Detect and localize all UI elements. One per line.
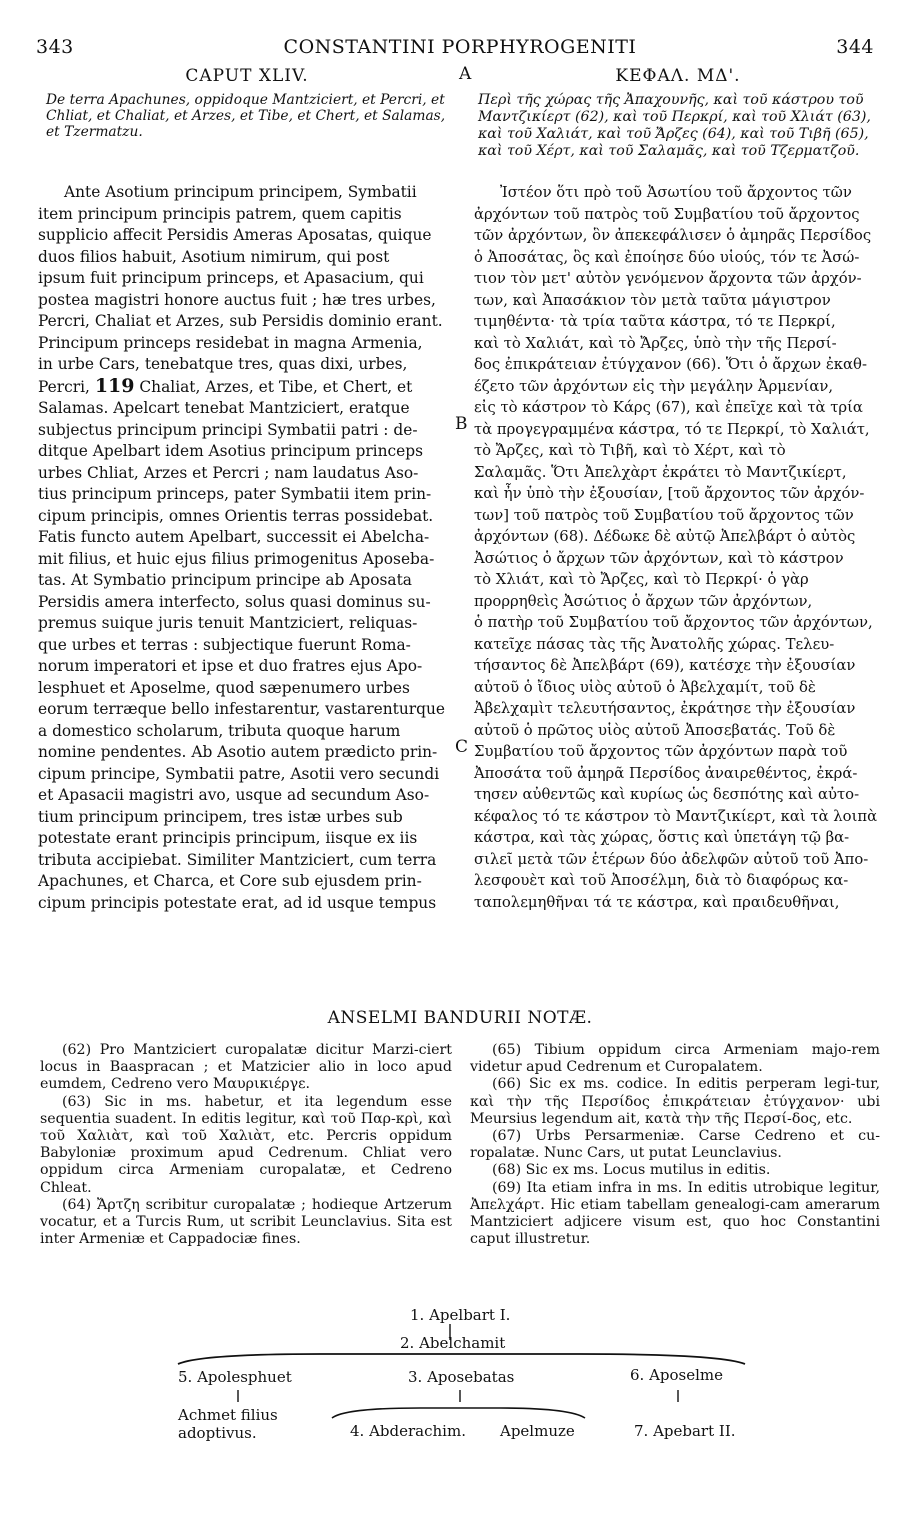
notes-left-column: [40, 1042, 452, 1248]
greek-line: Συμβατίου τοῦ ἄρχοντος τῶν ἀρχόντων παρὰ τοῦ: [474, 743, 848, 760]
latin-line: tributa accipiebat. Similiter Mantziciert, cum terra: [38, 850, 437, 869]
genealogy-achmet: Achmet filius: [178, 1406, 278, 1424]
latin-line: mit filius, et huic ejus filius primogenitus Aposeba-: [38, 549, 435, 568]
greek-line: Σαλαμᾶς. Ὅτι Ἀπελχὰρτ ἐκράτει τὸ Μαντζικίερτ,: [474, 463, 847, 481]
greek-line: τήσαντος δὲ Ἀπελβάρτ (69), κατέσχε τὴν ἐξουσίαν: [474, 657, 856, 674]
greek-line: τιμηθέντα· τὰ τρία ταῦτα κάστρα, τό τε Περκρί,: [474, 313, 836, 330]
greek-line: ἀρχόντων (68). Δέδωκε δὲ αὐτῷ Ἀπελβάρτ ὁ αὐτὸς: [474, 528, 856, 545]
note-69: (69) Ita etiam infra in ms. In editis utrobique legitur, Ἀπελχάρτ. Hic etiam tabellam genealogi-cam amerarum Mantziciert adjicere visum est, quo hoc Constantini caput illustretur.: [470, 1179, 880, 1248]
note-66: (66) Sic ex ms. codice. In editis perperam legi-tur, καὶ τὴν τῆς Περσίδος ἐπικράτειαν ἐτύγχανον· ubi Meursius legendum ait, κατὰ τὴν τῆς Περσί-δος, etc.: [470, 1076, 880, 1127]
latin-line: nomine pendentes. Ab Asotio autem prædicto prin-: [38, 743, 438, 761]
greek-line: τησεν αὐθεντῶς καὶ κυρίως ὡς δεσπότης καὶ αὐτο-: [474, 786, 860, 803]
genealogy-node-5: 5. Apolesphuet: [178, 1368, 292, 1386]
greek-line: ὁ πατὴρ τοῦ Συμβατίου τοῦ ἄρχοντος τῶν ἀρχόντων,: [474, 614, 873, 631]
notes-title: ANSELMI BANDURII NOTÆ.: [327, 1008, 593, 1028]
note-62: (62) Pro Mantziciert curopalatæ dicitur Marzi-ciert locus in Baaspracan ; et Matzicier alio in loco apud eumdem, Cedreno vero Μαυρικιέργε.: [40, 1042, 452, 1093]
latin-line: subjectus principum principi Symbatii patri : de-: [38, 420, 418, 439]
greek-line: ταπολεμηθῆναι τά τε κάστρα, καὶ πραιδευθῆναι,: [474, 893, 840, 911]
greek-line: λεσφουὲτ καὶ τοῦ Ἀποσέλμη, διὰ τὸ διαφόρως κα-: [474, 872, 849, 889]
margin-letter-c: C: [455, 737, 469, 757]
greek-line: τὸ Χλιάτ, καὶ τὸ Ἄρζες, καὶ τὸ Περκρί· ὁ γὰρ: [474, 571, 809, 588]
greek-line: προρρηθεὶς Ἀσώτιος ὁ ἄρχων τῶν ἀρχόντων,: [474, 592, 813, 610]
page-marker: 119: [94, 374, 135, 397]
greek-chapter-subtitle: Περὶ τῆς χώρας τῆς Ἀπαχουνῆς, καὶ τοῦ κάστρου τοῦ Μαντζικίερτ (62), καὶ τοῦ Περκρί, καὶ τοῦ Χλιάτ (63), καὶ τοῦ Χαλιάτ, καὶ τοῦ Ἄρζες (64), καὶ τοῦ Τιβῆ (65), καὶ τοῦ Χέρτ, καὶ τοῦ Σαλαμᾶς, καὶ τοῦ Τζερματζοῦ.: [478, 91, 871, 159]
latin-line: postea magistri honore auctus fuit ; hæ tres urbes,: [38, 290, 436, 309]
genealogy-node-4: 4. Abderachim.: [350, 1422, 466, 1440]
greek-column: [474, 66, 882, 160]
genealogy-node-2: 2. Abelchamit: [400, 1334, 506, 1352]
latin-line: Ante Asotium principum principem, Symbatii: [64, 183, 417, 201]
latin-body: [38, 182, 456, 914]
greek-line: αὐτοῦ ὁ πρῶτος υἱὸς αὐτοῦ Ἀποσεβατάς. Τοῦ δὲ: [474, 721, 836, 739]
latin-line: in urbe Cars, tenebatque tres, quas dixi, urbes,: [38, 355, 408, 373]
latin-line: et Apasacii magistri avo, usque ad secundum Aso-: [38, 786, 430, 804]
latin-line: ditque Apelbart idem Asotius principum princeps: [38, 442, 423, 460]
greek-line: Ἀσώτιος ὁ ἄρχων τῶν ἀρχόντων, καὶ τὸ κάστρον: [474, 549, 844, 567]
latin-line: Percri, Chaliat et Arzes, sub Persidis dominio erant.: [38, 312, 443, 330]
genealogy-apelmuze: Apelmuze: [500, 1422, 575, 1440]
latin-chapter-subtitle: De terra Apachunes, oppidoque Mantziciert, et Percri, et Chliat, et Chaliat, et Arzes, et Tibe, et Chert, et Salamas, et Tzermatzu.: [46, 91, 446, 140]
latin-line: ipsum fuit principum princeps, et Apasacium, qui: [38, 269, 424, 287]
greek-line: κέφαλος τό τε κάστρον τὸ Μαντζικίερτ, καὶ τὰ λοιπὰ: [474, 807, 878, 825]
latin-line: Salamas. Apelcart tenebat Mantziciert, eratque: [38, 399, 410, 417]
latin-line: a domestico scholarum, tributa quoque harum: [38, 721, 401, 740]
latin-line: potestate erant principis principum, iisque ex iis: [38, 829, 418, 847]
latin-line: tas. At Symbatio principum principe ab Aposata: [38, 571, 412, 589]
greek-body: [474, 182, 882, 913]
running-title: CONSTANTINI PORPHYROGENITI: [283, 36, 637, 58]
greek-line: δος ἐπικράτειαν ἐτύγχανον (66). Ὅτι ὁ ἄρχων ἐκαθ-: [474, 356, 867, 373]
latin-line: Fatis functo autem Apelbart, successit ei Abelcha-: [38, 528, 430, 546]
latin-line: tius principum princeps, pater Symbatii item prin-: [38, 485, 432, 503]
note-68: (68) Sic ex ms. Locus mutilus in editis.: [492, 1162, 771, 1179]
note-63: (63) Sic in ms. habetur, et ita legendum esse sequentia suadent. In editis legitur, καὶ τοῦ Παρ-κρὶ, καὶ τοῦ Χαλιὰτ, καὶ τοῦ Χαλιὰτ, etc. Percris oppidum Babyloniæ proximum apud Cedrenum. Chliat vero oppidum circa Armeniam curopalatæ, et Cedreno Chleat.: [40, 1093, 452, 1196]
greek-line: κάστρα, καὶ τὰς χώρας, ὅστις καὶ ὑπετάγη τῷ βα-: [474, 829, 850, 846]
latin-line: item principum principis patrem, quem capitis: [38, 204, 402, 223]
greek-line: εἰς τὸ κάστρον τὸ Κάρς (67), καὶ ἐπεῖχε καὶ τὰ τρία: [474, 399, 863, 416]
latin-line: cipum principe, Symbatii patre, Asotii vero secundi: [38, 764, 440, 783]
greek-line: τῶν ἀρχόντων, ὃν ἀπεκεφάλισεν ὁ ἀμηρᾶς Περσίδος: [474, 227, 872, 244]
greek-line: τὸ Ἄρζες, καὶ τὸ Τιβῆ, καὶ τὸ Χέρτ, καὶ τὸ: [474, 442, 786, 459]
latin-line: Apachunes, et Charca, et Core sub ejusdem prin-: [38, 872, 422, 890]
greek-line: Ἀβελχαμὶτ τελευτήσαντος, ἐκράτησε τὴν ἐξουσίαν: [474, 700, 856, 717]
latin-line: norum imperatori et ipse et duo fratres ejus Apo-: [38, 657, 423, 675]
latin-line: Persidis amera interfecto, solus quasi dominus su-: [38, 592, 431, 611]
margin-letter-a: A: [459, 64, 472, 84]
latin-column: [38, 66, 456, 140]
greek-line: των, καὶ Ἀπασάκιον τὸν μετὰ ταῦτα μάγιστρον: [474, 291, 831, 309]
page-header: [0, 36, 920, 60]
genealogy-node-6: 6. Aposelme: [630, 1366, 724, 1384]
latin-line: cipum principis potestate erat, ad id usque tempus: [38, 893, 437, 912]
note-64: (64) Ἄρτζη scribitur curopalatæ ; hodieque Artzerum vocatur, et a Turcis Rum, ut scribit Leunclavius. Sita est inter Armeniæ et Cappadociæ fines.: [40, 1196, 452, 1248]
genealogy-node-1: 1. Apelbart I.: [410, 1306, 511, 1324]
greek-chapter-title: ΚΕΦΑΛ. ΜΔ'.: [615, 66, 741, 86]
latin-line: Percri, 119 Chaliat, Arzes, et Tibe, et Chert, et: [38, 374, 413, 397]
latin-line: urbes Chliat, Arzes et Percri ; nam laudatus Aso-: [38, 463, 419, 482]
page-number-left: 343: [36, 36, 74, 58]
greek-line: ἀρχόντων τοῦ πατρὸς τοῦ Συμβατίου τοῦ ἄρχοντος: [474, 205, 860, 223]
latin-line: lesphuet et Aposelme, quod sæpenumero urbes: [38, 678, 410, 697]
greek-line: αὐτοῦ ὁ ἴδιος υἱὸς αὐτοῦ ὁ Ἀβελχαμίτ, τοῦ δὲ: [474, 678, 816, 696]
latin-line: eorum terræque bello infestarentur, vastarenturque: [38, 700, 445, 718]
latin-chapter-title: CAPUT XLIV.: [185, 66, 309, 86]
note-65: (65) Tibium oppidum circa Armeniam majo-rem videtur apud Cedrenum et Curopalatem.: [470, 1042, 880, 1076]
greek-line: τιον τὸν μετ' αὐτὸν γενόμενον ἄρχοντα τῶν ἀρχόν-: [474, 270, 862, 287]
greek-line: των] τοῦ πατρὸς τοῦ Συμβατίου τοῦ ἄρχοντος τῶν: [474, 506, 854, 524]
genealogy-node-7: 7. Apebart II.: [634, 1422, 736, 1440]
greek-line: καὶ τὸ Χαλιάτ, καὶ τὸ Ἄρζες, ὑπὸ τὴν τῆς Περσί-: [474, 334, 837, 352]
greek-line: ὁ Ἀποσάτας, ὃς καὶ ἐποίησε δύο υἱούς, τόν τε Ἀσώ-: [474, 248, 860, 266]
greek-line: καὶ ἦν ὑπὸ τὴν ἐξουσίαν, [τοῦ ἄρχοντος τῶν ἀρχόν-: [474, 485, 865, 502]
greek-line: Ἀποσάτα τοῦ ἀμηρᾶ Περσίδος ἀναιρεθέντος, ἐκρά-: [474, 764, 858, 782]
greek-line: Ἰστέον ὅτι πρὸ τοῦ Ἀσωτίου τοῦ ἄρχοντος τῶν: [500, 184, 852, 201]
notes-right-column: [470, 1042, 880, 1248]
genealogy-tree: [160, 1306, 780, 1456]
latin-line: Principum princeps residebat in magna Armenia,: [38, 333, 423, 352]
latin-line: premus suique juris tenuit Mantziciert, reliquas-: [38, 614, 418, 632]
greek-line: έζετο τῶν ἀρχόντων εἰς τὴν μεγάλην Ἀρμενίαν,: [474, 377, 834, 395]
latin-line: supplicio affecit Persidis Ameras Aposatas, quique: [38, 226, 432, 244]
greek-line: τὰ προγεγραμμένα κάστρα, τό τε Περκρί, τὸ Χαλιάτ,: [474, 420, 870, 438]
latin-line: duos filios habuit, Asotium nimirum, qui post: [38, 247, 390, 266]
page-number-right: 344: [836, 36, 874, 58]
greek-line: κατεῖχε πάσας τὰς τῆς Ἀνατολῆς χώρας. Τελευ-: [474, 635, 835, 653]
genealogy-node-3: 3. Aposebatas: [408, 1368, 515, 1386]
latin-line: cipum principis, omnes Orientis terras possidebat.: [38, 506, 434, 525]
latin-line: que urbes et terras : subjectique fuerunt Roma-: [38, 635, 411, 654]
margin-letter-b: B: [455, 414, 468, 434]
note-67: (67) Urbs Persarmeniæ. Carse Cedreno et cu-ropalatæ. Nunc Cars, ut putat Leunclavius.: [470, 1128, 880, 1162]
genealogy-achmet-note: adoptivus.: [178, 1424, 257, 1442]
latin-line: tium principum principem, tres istæ urbes sub: [38, 807, 403, 826]
greek-line: σιλεῖ μετὰ τῶν ἑτέρων δύο ἀδελφῶν αὐτοῦ τοῦ Ἀπο-: [474, 850, 869, 868]
